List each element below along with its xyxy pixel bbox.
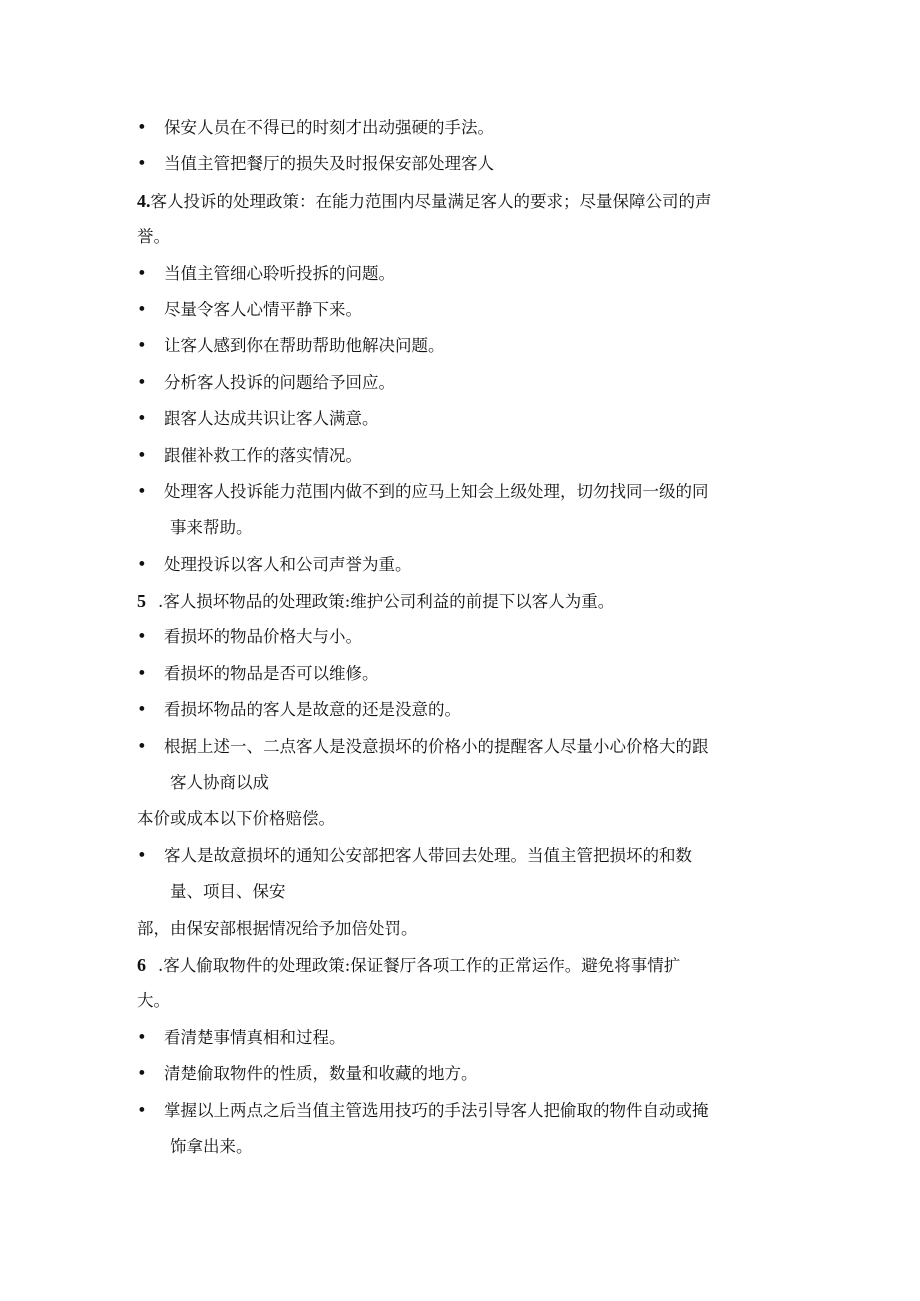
section-title: 客人投诉的处理政策：在能力范围内尽量满足客人的要求；尽量保障公司的声 xyxy=(150,191,712,211)
bullet-item xyxy=(137,256,787,292)
section-title: .客人偷取物件的处理政策:保证餐厅各项工作的正常运作。避免将事情扩 xyxy=(158,955,681,975)
bullet-item xyxy=(137,110,787,146)
bullet-item xyxy=(137,292,787,328)
bullet-icon: • xyxy=(137,736,147,756)
bullet-icon: • xyxy=(137,118,147,137)
bullet-item xyxy=(137,1056,787,1092)
bullet-text: 根据上述一、二点客人是没意损坏的价格小的提醒客人尽量小心价格大的跟 xyxy=(164,736,709,756)
bullet-icon: • xyxy=(137,336,147,356)
bullet-icon: • xyxy=(137,554,147,574)
bullet-item xyxy=(137,547,787,583)
bullet-item xyxy=(137,365,787,401)
section-number: 4. xyxy=(137,190,151,211)
paragraph-line: 部，由保安部根据情况给予加倍处罚。 xyxy=(137,918,418,938)
bullet-text: 跟催补救工作的落实情况。 xyxy=(164,445,362,465)
bullet-item xyxy=(137,438,787,474)
bullet-icon: • xyxy=(137,263,147,283)
bullet-text: 当值主管把餐厅的损失及时报保安部处理客人 xyxy=(164,154,494,174)
bullet-icon: • xyxy=(137,372,147,392)
bullet-icon: • xyxy=(137,445,147,465)
bullet-text: 分析客人投诉的问题给予回应。 xyxy=(164,372,395,392)
bullet-text: 客人是故意损坏的通知公安部把客人带回去处理。当值主管把损坏的和数 xyxy=(164,845,692,865)
bullet-icon: • xyxy=(137,154,147,174)
bullet-icon: • xyxy=(137,627,147,647)
bullet-text: 看损坏的物品是否可以维修。 xyxy=(164,663,379,683)
bullet-text: 看损坏物品的客人是故意的还是没意的。 xyxy=(164,700,461,720)
bullet-icon: • xyxy=(137,409,147,429)
paragraph-line: 大。 xyxy=(137,991,170,1011)
bullet-icon: • xyxy=(137,481,147,501)
document-body xyxy=(137,110,787,1165)
bullet-text: 掌握以上两点之后当值主管选用技巧的手法引导客人把偷取的物件自动或掩 xyxy=(164,1100,709,1120)
bullet-item xyxy=(137,474,787,510)
bullet-text: 看清楚事情真相和过程。 xyxy=(164,1027,346,1047)
section-heading xyxy=(137,183,787,219)
bullet-icon: • xyxy=(137,1027,147,1047)
continuation-line: 饰拿出来。 xyxy=(170,1136,253,1156)
bullet-text: 处理投诉以客人和公司声誉为重。 xyxy=(164,554,412,574)
bullet-item xyxy=(137,656,787,692)
paragraph-line: 本价或成本以下价格赔偿。 xyxy=(137,809,335,829)
bullet-item xyxy=(137,619,787,655)
section-number: 5 xyxy=(137,591,146,612)
bullet-text: 当值主管细心聆听投拆的问题。 xyxy=(164,263,395,283)
bullet-text: 看损坏的物品价格大与小。 xyxy=(164,627,362,647)
bullet-text: 让客人感到你在帮助帮助他解决问题。 xyxy=(164,336,445,356)
section-title: .客人损坏物品的处理政策:维护公司利益的前提下以客人为重。 xyxy=(158,592,615,612)
bullet-item xyxy=(137,1020,787,1056)
bullet-item xyxy=(137,146,787,182)
bullet-text: 处理客人投诉能力范围内做不到的应马上知会上级处理，切勿找同一级的同 xyxy=(164,481,709,501)
bullet-item xyxy=(137,328,787,364)
bullet-item xyxy=(137,729,787,765)
continuation-line: 客人协商以成 xyxy=(170,773,269,793)
bullet-text: 清楚偷取物件的性质，数量和收藏的地方。 xyxy=(164,1064,478,1084)
bullet-item xyxy=(137,401,787,437)
bullet-item xyxy=(137,692,787,728)
section-heading xyxy=(137,583,787,619)
paragraph-line: 誉。 xyxy=(137,227,170,247)
bullet-text: 保安人员在不得已的时刻才出动强硬的手法。 xyxy=(164,118,494,137)
bullet-item xyxy=(137,1093,787,1129)
bullet-icon: • xyxy=(137,663,147,683)
section-number: 6 xyxy=(137,954,146,975)
bullet-icon: • xyxy=(137,700,147,720)
bullet-icon: • xyxy=(137,845,147,865)
bullet-item xyxy=(137,838,787,874)
bullet-icon: • xyxy=(137,1100,147,1120)
bullet-icon: • xyxy=(137,299,147,319)
bullet-icon: • xyxy=(137,1064,147,1084)
bullet-text: 尽量令客人心情平静下来。 xyxy=(164,299,362,319)
bullet-text: 跟客人达成共识让客人满意。 xyxy=(164,409,379,429)
continuation-line: 事来帮助。 xyxy=(170,518,253,538)
section-heading xyxy=(137,947,787,983)
continuation-line: 量、项目、保安 xyxy=(170,882,286,902)
